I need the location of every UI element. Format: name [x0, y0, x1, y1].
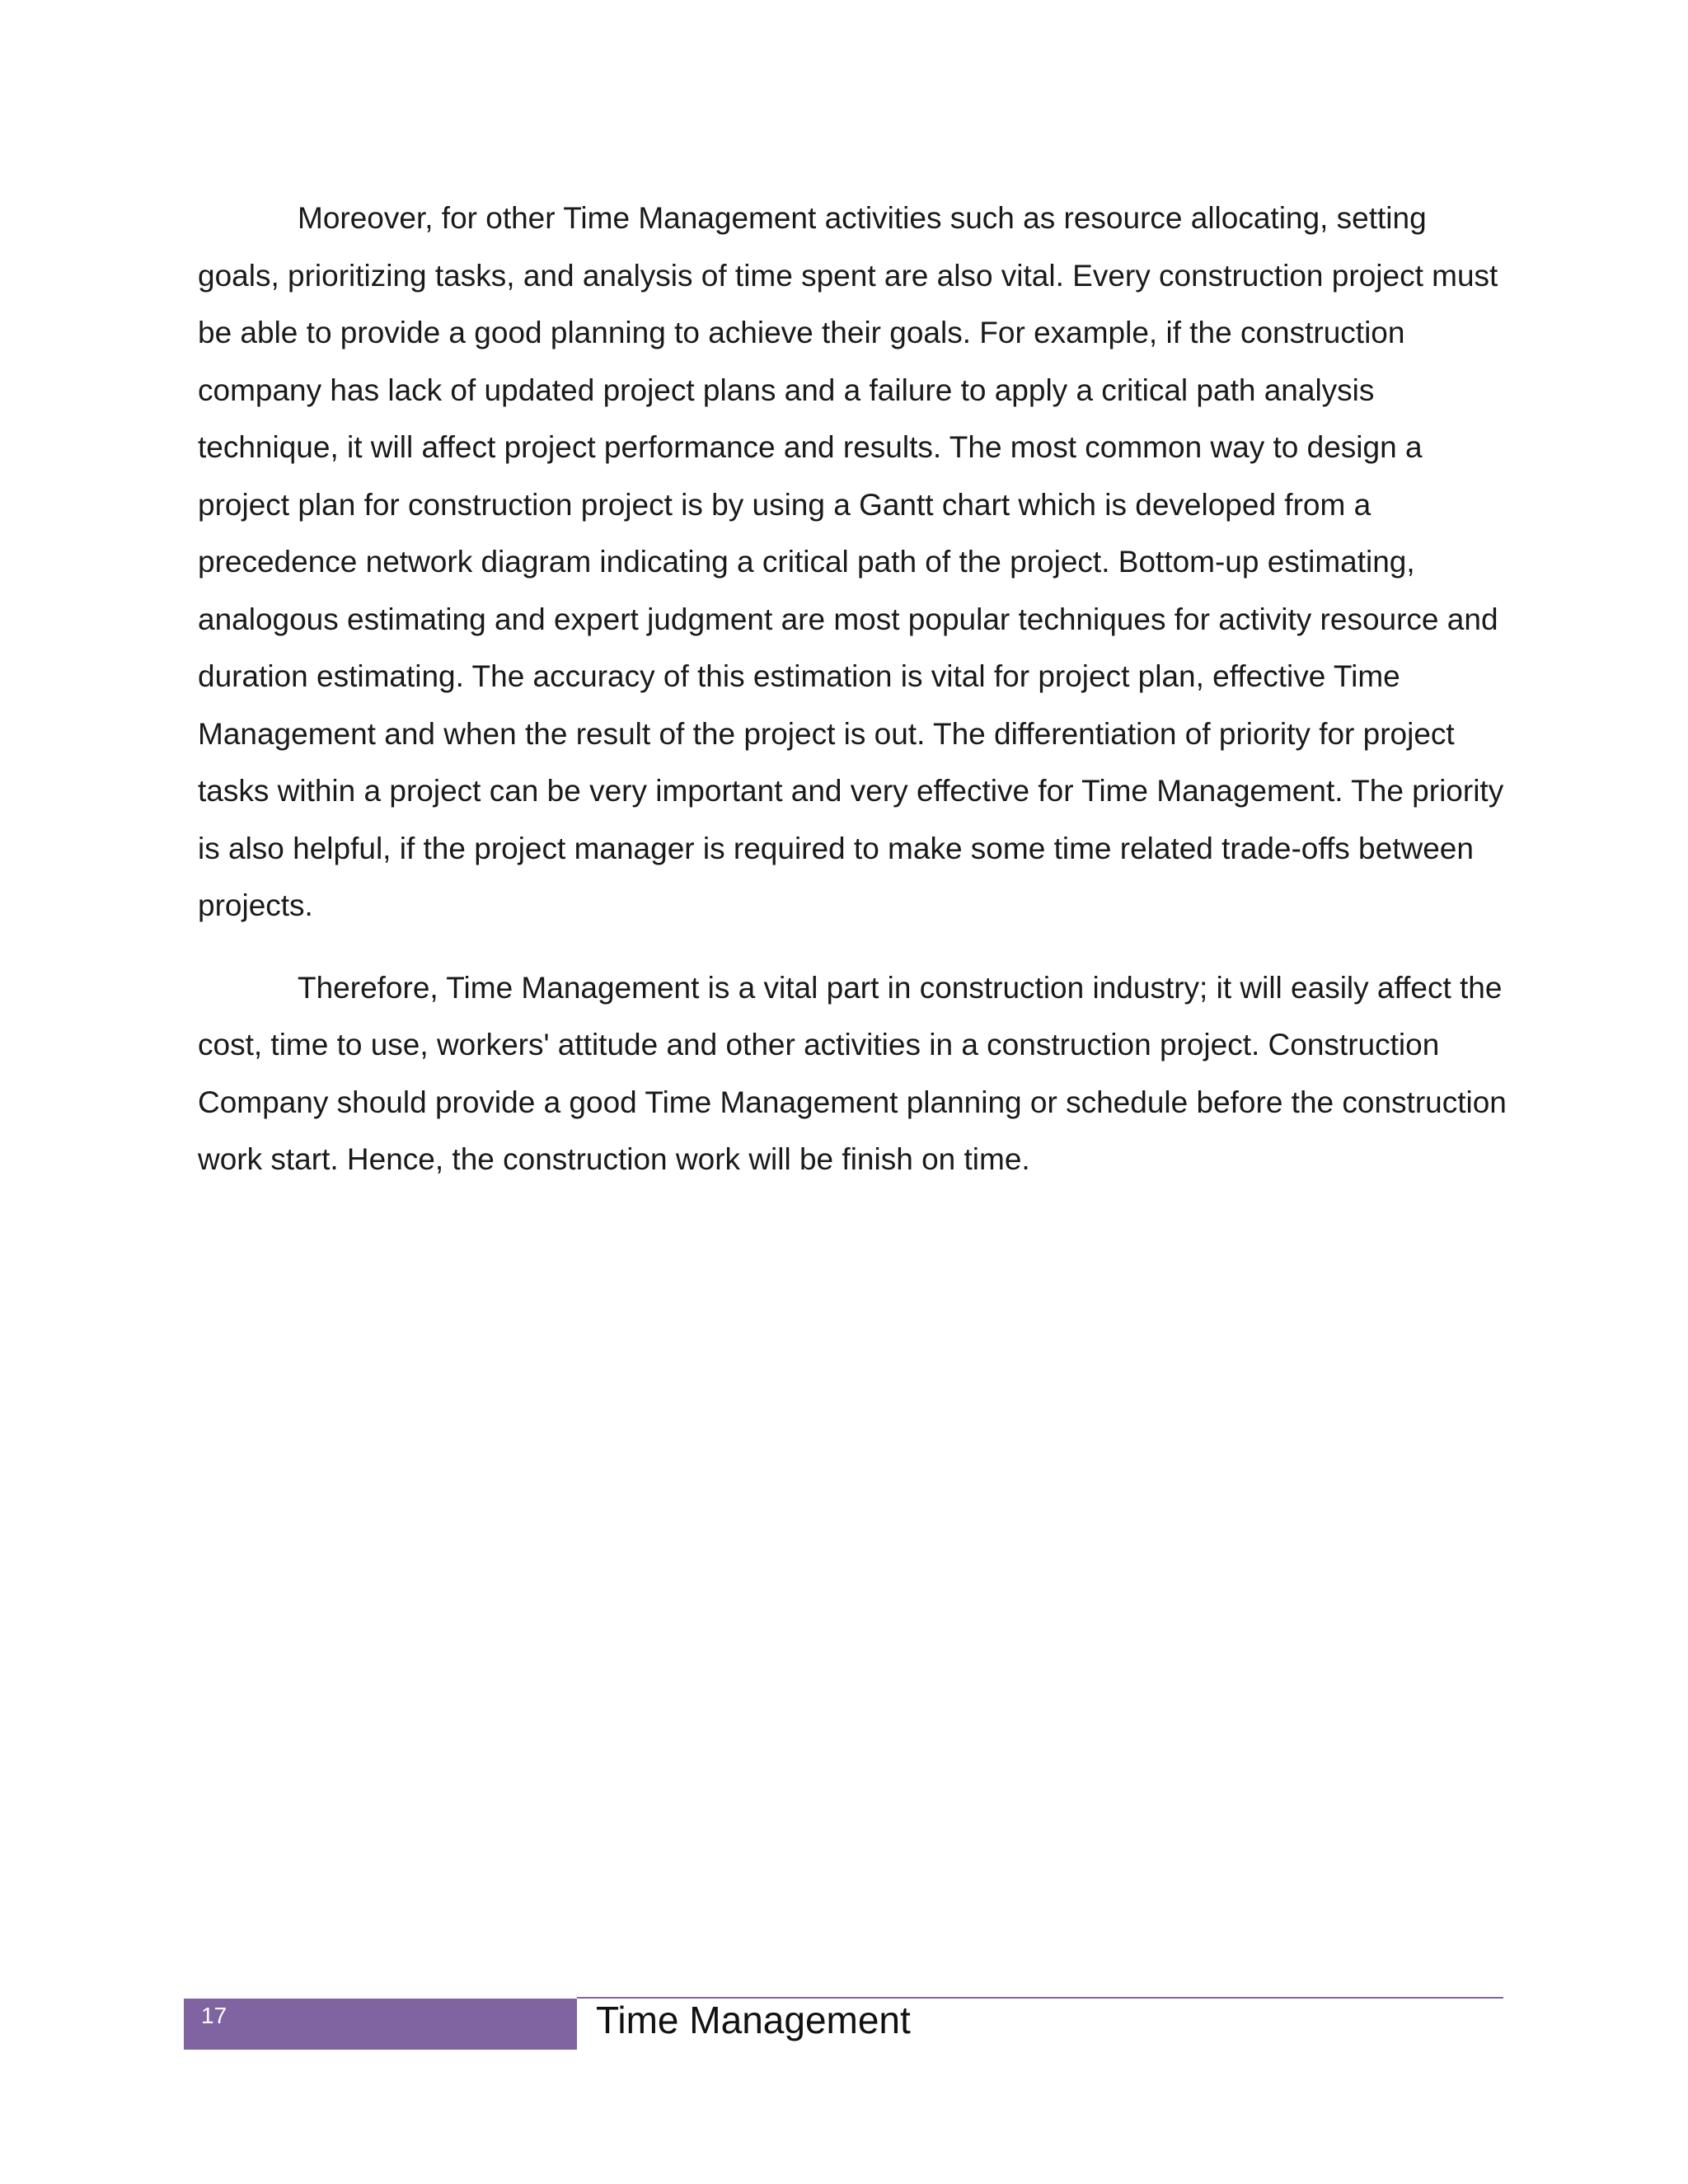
body-paragraph-1: Moreover, for other Time Management activities such as resource allocating, setting goals, prioritizing tasks, and analysis of time spent are also vital. Every construction project must be able to provide a good planning to achieve their goals. For example, if the construction company has lack of updated project plans and a failure to apply a critical path analysis technique, it will affect project performance and results. The most common way to design a project plan for construction project is by using a Gantt chart which is developed from a precedence network diagram indicating a critical path of the project. Bottom-up estimating, analogous estimating and expert judgment are most popular techniques for activity resource and duration estimating. The accuracy of this estimation is vital for project plan, effective Time Management and when the result of the project is out. The differentiation of priority for project tasks within a project can be very important and very effective for Time Management. The priority is also helpful, if the project manager is required to make some time related trade-offs between projects. — [198, 201, 1504, 922]
footer-title: Time Management — [596, 1999, 911, 2041]
page-body — [198, 190, 1508, 1213]
footer-page-band — [184, 1999, 577, 2050]
body-paragraph-2: Therefore, Time Management is a vital part in construction industry; it will easily affect the cost, time to use, workers' attitude and other activities in a construction project. Construction Company should provide a good Time Management planning or schedule before the construction work start. Hence, the construction work will be finish on time. — [198, 970, 1507, 1176]
page-number: 17 — [201, 2003, 227, 2028]
